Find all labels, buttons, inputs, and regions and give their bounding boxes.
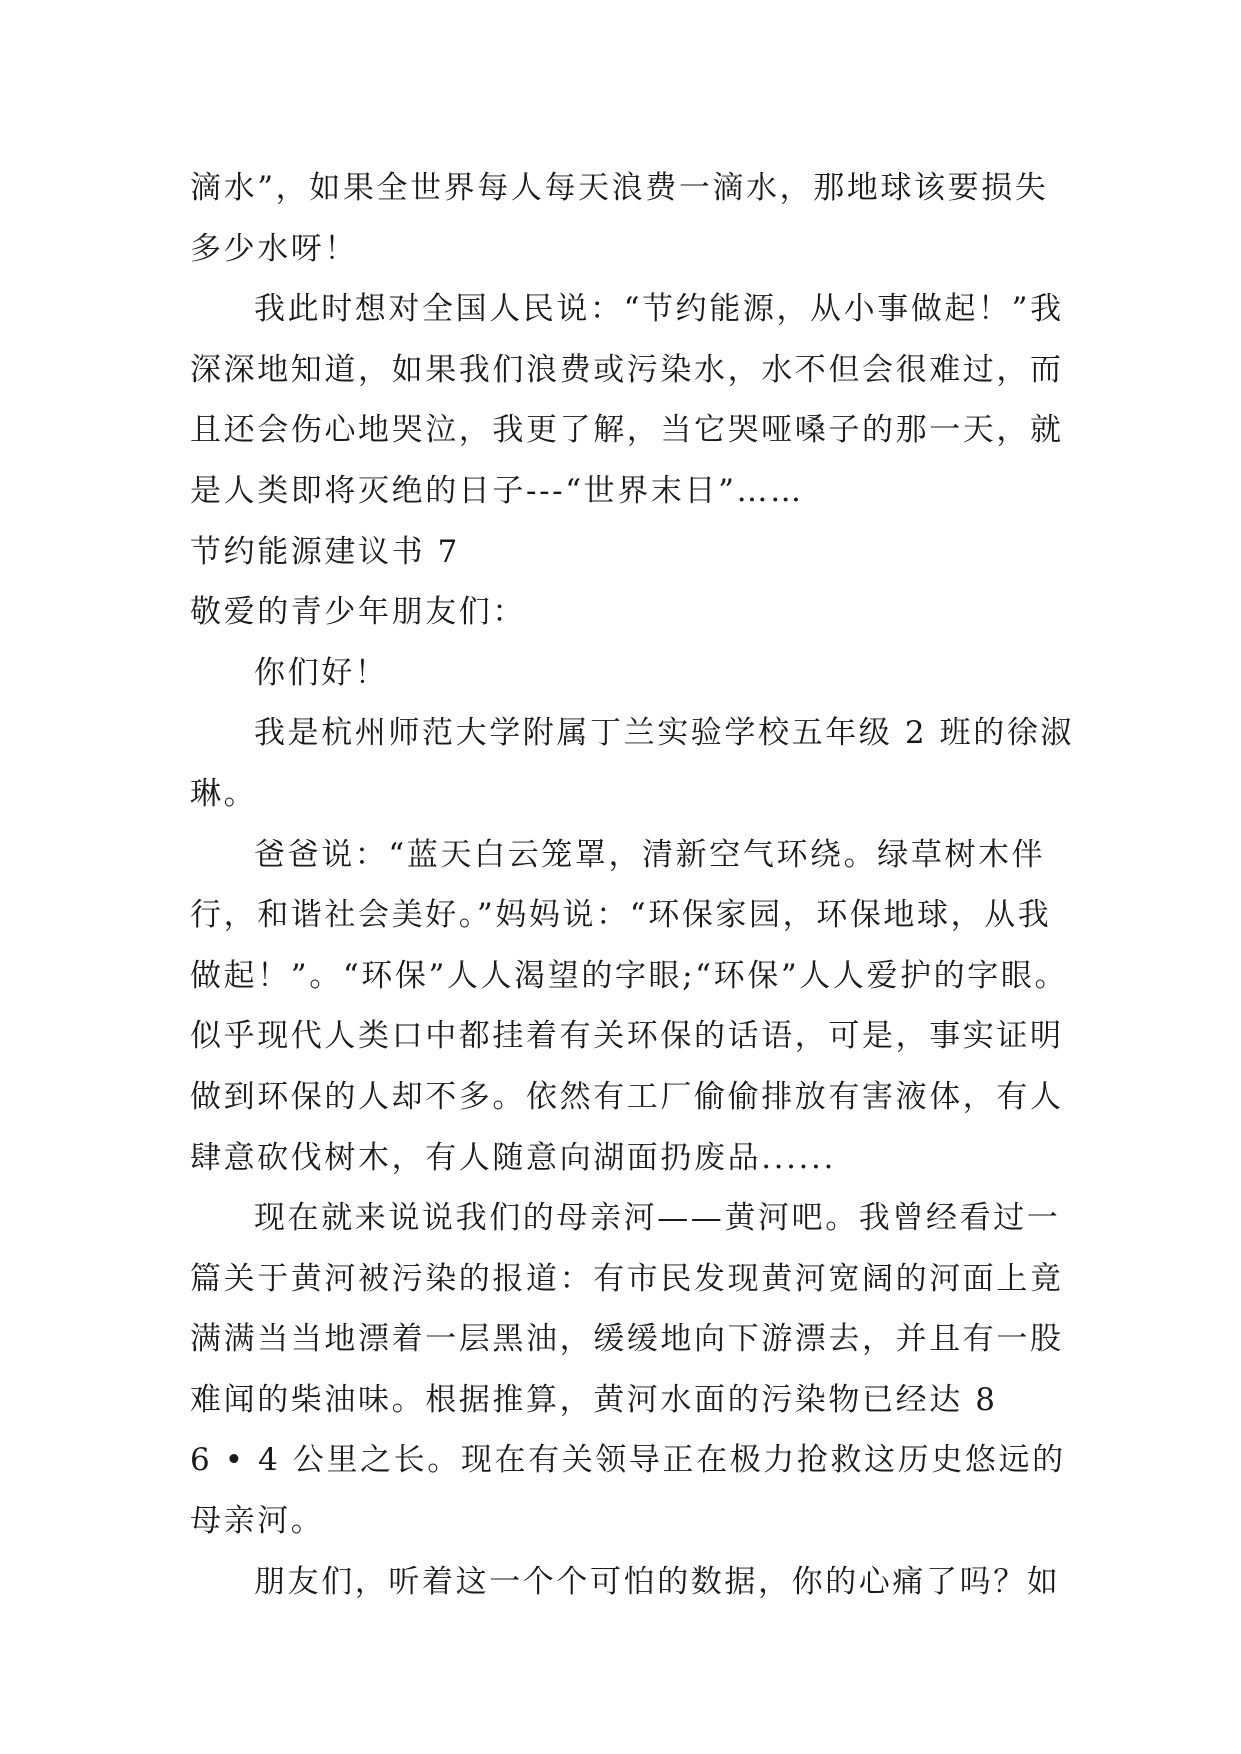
text-line: 做起！”。“环保”人人渴望的字眼;“环保”人人爱护的字眼。 [190, 957, 1069, 994]
text-line: 琳。 [190, 775, 258, 812]
text-line: 难闻的柴油味。根据推算，黄河水面的污染物已经达 8 [190, 1381, 998, 1418]
text-line: 是人类即将灭绝的日子---“世界末日”…… [190, 472, 804, 509]
text-line: 爸爸说：“蓝天白云笼罩，清新空气环绕。绿草树木伴 [254, 836, 1046, 873]
text-line: 6 • 4 公里之长。现在有关领导正在极力抢救这历史悠远的 [190, 1442, 1066, 1479]
text-line: 母亲河。 [190, 1503, 325, 1540]
text-line: 肆意砍伐树木，有人随意向湖面扔废品...... [190, 1139, 836, 1176]
text-line: 滴水”，如果全世界每人每天浪费一滴水，那地球该要损失 [190, 170, 1049, 206]
text-line: 我此时想对全国人民说：“节约能源，从小事做起！”我 [254, 291, 1064, 328]
text-line: 且还会伤心地哭泣，我更了解，当它哭哑嗓子的那一天，就 [190, 412, 1064, 449]
text-line: 现在就来说说我们的母亲河——黄河吧。我曾经看过一 [254, 1200, 1061, 1237]
text-line: 深深地知道，如果我们浪费或污染水，水不但会很难过，而 [190, 351, 1064, 388]
text-line: 节约能源建议书 7 [190, 533, 460, 570]
text-line: 篇关于黄河被污染的报道：有市民发现黄河宽阔的河面上竟 [190, 1260, 1064, 1297]
text-line: 朋友们，听着这一个个可怕的数据，你的心痛了吗？如 [254, 1563, 1061, 1600]
text-line: 敬爱的青少年朋友们： [190, 594, 526, 631]
text-line: 你们好！ [254, 654, 389, 691]
document-body [190, 158, 1075, 1612]
text-line: 做到环保的人却不多。依然有工厂偷偷排放有害液体，有人 [190, 1078, 1064, 1115]
text-line: 我是杭州师范大学附属丁兰实验学校五年级 2 班的徐淑 [254, 715, 1075, 752]
text-line: 多少水呀！ [190, 230, 358, 267]
text-line: 满满当当地漂着一层黑油，缓缓地向下游漂去，并且有一股 [190, 1321, 1064, 1358]
text-line: 似乎现代人类口中都挂着有关环保的话语，可是，事实证明 [190, 1018, 1064, 1055]
text-line: 行，和谐社会美好。”妈妈说：“环保家园，环保地球，从我 [190, 897, 1052, 934]
